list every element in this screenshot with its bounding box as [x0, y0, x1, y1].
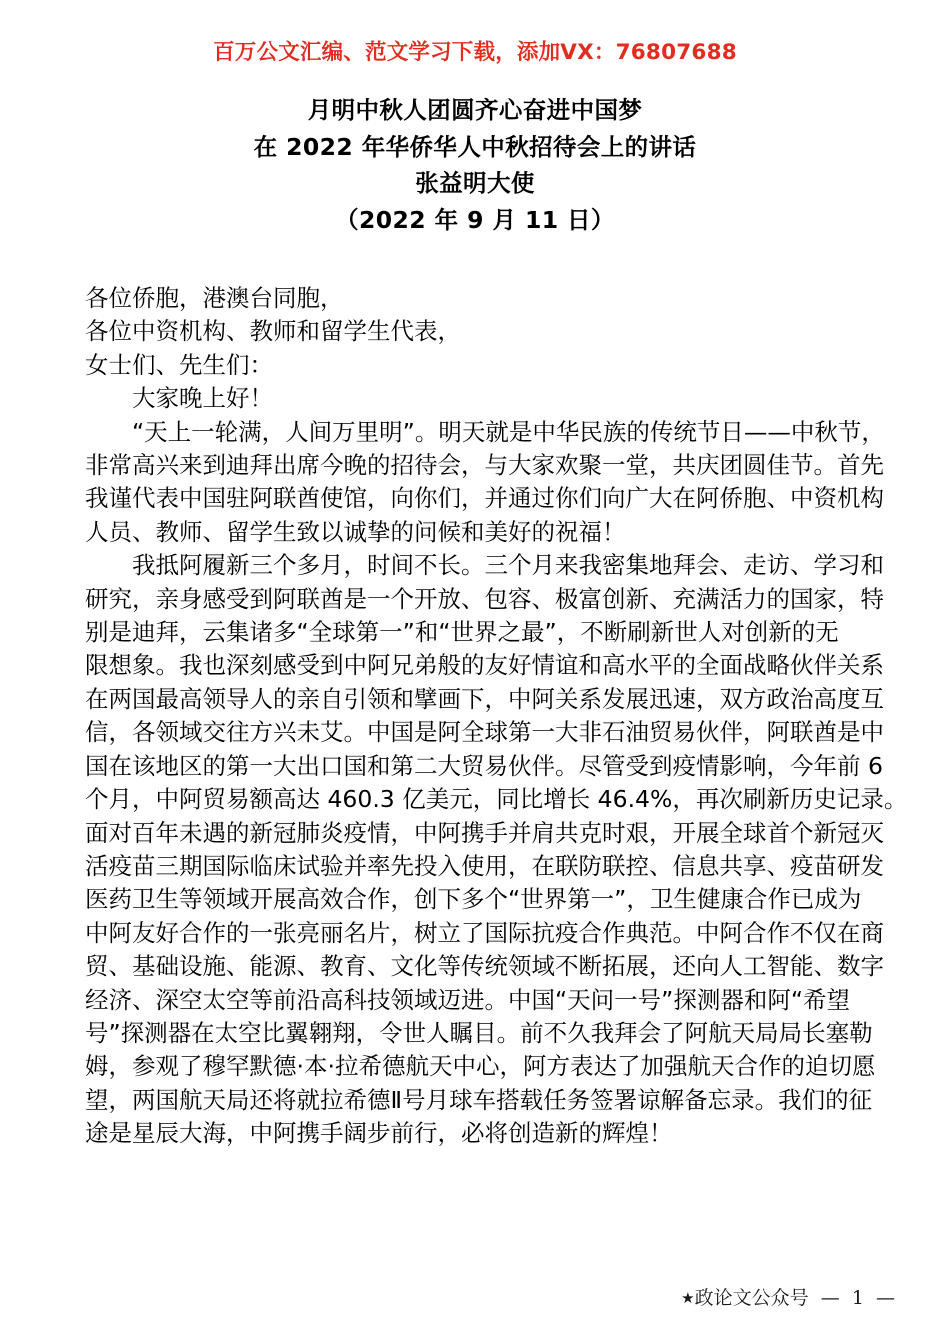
page-footer: [0, 1283, 950, 1310]
body-line: 我抵阿履新三个多月，时间不长。三个月来我密集地拜会、走访、学习和: [85, 551, 884, 580]
salutation-line: 各位侨胞，港澳台同胞，: [85, 284, 344, 312]
footer-dash-left: —: [820, 1287, 840, 1309]
document-title-sub: 在 2022 年华侨华人中秋招待会上的讲话: [253, 132, 697, 161]
body-line: 在两国最高领导人的亲自引领和擘画下，中阿关系发展迅速，双方政治高度互: [85, 684, 884, 713]
document-body: [85, 282, 908, 1151]
salutation-line: 各位中资机构、教师和留学生代表，: [85, 317, 461, 346]
body-line: 研究，亲身感受到阿联酋是一个开放、包容、极富创新、充满活力的国家，特: [85, 584, 884, 613]
body-line: 面对百年未遇的新冠肺炎疫情，中阿携手并肩共克时艰，开展全球首个新冠灭: [85, 818, 884, 847]
footer-brand: 政论文公众号: [694, 1287, 809, 1309]
body-line: 别是迪拜，云集诸多“全球第一”和“世界之最”，不断刷新世人对创新的无: [85, 618, 839, 647]
body-line: 国在该地区的第一大出口国和第二大贸易伙伴。尽管受到疫情影响，今年前 6: [85, 751, 883, 780]
body-line: 非常高兴来到迪拜出席今晚的招待会，与大家欢聚一堂，共庆团圆佳节。首先: [85, 451, 884, 480]
salutation-line: 女士们、先生们：: [85, 350, 273, 379]
body-line: 限想象。我也深刻感受到中阿兄弟般的友好情谊和高水平的全面战略伙伴关系: [85, 651, 884, 680]
body-line: “天上一轮满，人间万里明”。明天就是中华民族的传统节日——中秋节，: [85, 417, 885, 446]
promo-banner-text: 百万公文汇编、范文学习下载，添加VX：76807688: [213, 40, 737, 65]
star-icon: ★: [681, 1289, 695, 1307]
document-author: 张益明大使: [415, 169, 535, 197]
body-line: 大家晚上好！: [85, 384, 273, 413]
body-line: 我谨代表中国驻阿联酋使馆，向你们，并通过你们向广大在阿侨胞、中资机构: [85, 484, 884, 513]
body-line: 中阿友好合作的一张亮丽名片，树立了国际抗疫合作典范。中阿合作不仅在商: [85, 918, 884, 947]
body-line: 望，两国航天局还将就拉希德Ⅱ号月球车搭载任务签署谅解备忘录。我们的征: [85, 1085, 873, 1114]
body-line: 途是星辰大海，中阿携手阔步前行，必将创造新的辉煌！: [85, 1119, 673, 1148]
title-block: [0, 92, 950, 238]
body-line: 姆，参观了穆罕默德·本·拉希德航天中心，阿方表达了加强航天合作的迫切愿: [85, 1052, 876, 1081]
body-line: 医药卫生等领域开展高效合作，创下多个“世界第一”，卫生健康合作已成为: [85, 885, 862, 914]
footer-dash-right: —: [876, 1287, 895, 1309]
page-number: 1: [851, 1287, 864, 1309]
body-line: 经济、深空太空等前沿高科技领域迈进。中国“天问一号”探测器和阿“希望: [85, 985, 851, 1014]
document-title-main: 月明中秋人团圆齐心奋进中国梦: [307, 96, 643, 124]
document-date: （2022 年 9 月 11 日）: [335, 205, 615, 234]
body-line: 号”探测器在太空比翼翱翔，令世人瞩目。前不久我拜会了阿航天局局长塞勒: [85, 1018, 873, 1047]
body-line: 活疫苗三期国际临床试验并率先投入使用，在联防联控、信息共享、疫苗研发: [85, 851, 884, 880]
body-line: 贸、基础设施、能源、教育、文化等传统领域不断拓展，还向人工智能、数字: [85, 952, 884, 981]
body-line: 人员、教师、留学生致以诚挚的问候和美好的祝福！: [85, 517, 626, 546]
body-line: 信，各领域交往方兴未艾。中国是阿全球第一大非石油贸易伙伴，阿联酋是中: [85, 718, 884, 747]
body-line: 个月，中阿贸易额高达 460.3 亿美元，同比增长 46.4%，再次刷新历史记录。: [85, 785, 908, 814]
